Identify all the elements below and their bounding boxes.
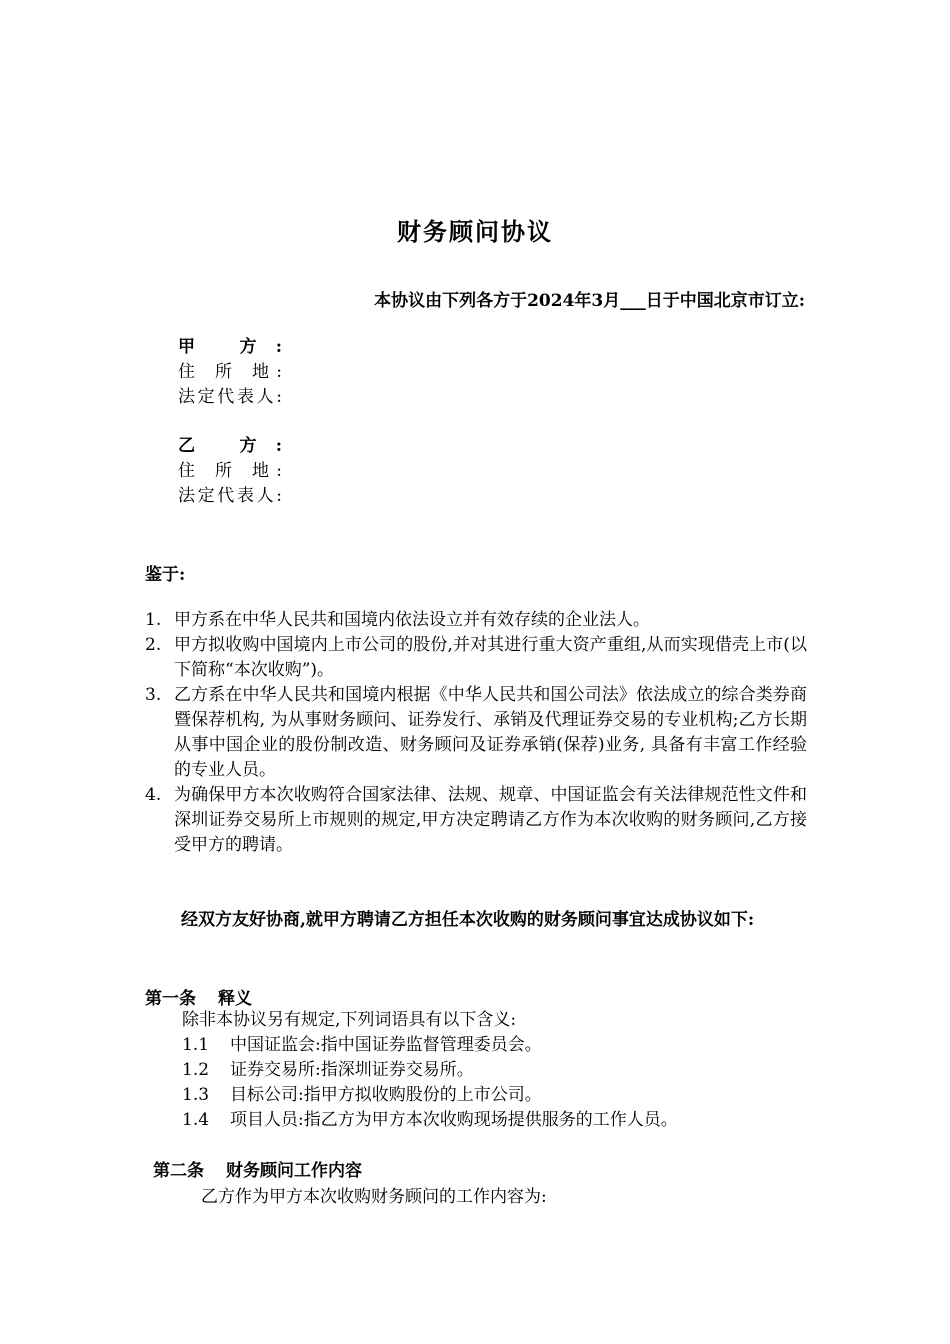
party-b-rep-label: 法定代表人: [178,486,282,506]
definition-number: 1.4 [182,1110,210,1130]
recital-number: 1. [145,610,162,630]
recital-number: 2. [145,635,162,655]
party-b-address-label: 住 所 地: [178,461,282,481]
definition-number: 1.2 [182,1060,210,1080]
recital-text: 甲方拟收购中国境内上市公司的股份,并对其进行重大资产重组,从而实现借壳上市(以下简称“本次收购”)。 [174,635,807,680]
recital-item [145,683,807,783]
recital-item [145,633,807,683]
party-a-address-row [178,360,282,385]
party-a-rep-row [178,385,282,410]
definition-number: 1.3 [182,1085,210,1105]
definition-item [182,1033,678,1058]
definition-item [182,1108,678,1133]
recital-text: 为确保甲方本次收购符合国家法律、法规、规章、中国证监会有关法律规范性文件和深圳证券交易所上市规则的规定,甲方决定聘请乙方作为本次收购的财务顾问,乙方接受甲方的聘请。 [174,785,807,855]
definition-text: 中国证监会:指中国证券监督管理委员会。 [230,1035,542,1055]
recital-number: 4. [145,785,162,805]
article-1-number: 第一条 [145,989,196,1009]
article-2-number: 第二条 [153,1161,204,1181]
recital-text: 乙方系在中华人民共和国境内根据《中华人民共和国公司法》依法成立的综合类券商暨保荐机构, 为从事财务顾问、证券发行、承销及代理证券交易的专业机构;乙方长期从事中国企业的股份制改造、财务顾问及证券承销(保荐)业务, 具备有丰富工作经验的专业人员。 [174,685,807,780]
definition-number: 1.1 [182,1035,210,1055]
article-2-title: 财务顾问工作内容 [226,1161,362,1181]
definition-text: 目标公司:指甲方拟收购股份的上市公司。 [230,1085,542,1105]
article-2-lead: 乙方作为甲方本次收购财务顾问的工作内容为: [201,1187,547,1207]
recital-item [145,608,807,633]
agreement-statement: 经双方友好协商,就甲方聘请乙方担任本次收购的财务顾问事宜达成协议如下: [181,910,755,930]
definition-item [182,1058,678,1083]
document-title: 财务顾问协议 [397,217,553,246]
party-b-block [178,434,282,509]
party-a-row [178,335,282,360]
recital-number: 3. [145,685,162,705]
recital-item [145,783,807,858]
party-a-address-label: 住 所 地: [178,362,282,382]
party-a-block [178,335,282,410]
party-b-label: 乙 方: [178,436,282,456]
definition-item [182,1083,678,1108]
recitals-list [145,608,807,858]
article-1-title: 释义 [218,989,252,1009]
party-a-rep-label: 法定代表人: [178,387,282,407]
definition-text: 证券交易所:指深圳证券交易所。 [230,1060,474,1080]
party-b-rep-row [178,484,282,509]
agreement-intro: 本协议由下列各方于2024年3月___日于中国北京市订立: [374,291,805,311]
party-b-address-row [178,459,282,484]
article-1-lead: 除非本协议另有规定,下列词语具有以下含义: [182,1010,517,1030]
party-b-row [178,434,282,459]
recital-text: 甲方系在中华人民共和国境内依法设立并有效存续的企业法人。 [174,610,650,630]
definition-text: 项目人员:指乙方为甲方本次收购现场提供服务的工作人员。 [230,1110,678,1130]
article-1-body [182,1008,678,1133]
party-a-label: 甲 方: [178,337,282,357]
article-1-heading [145,984,252,1009]
recitals-heading: 鉴于: [145,565,186,585]
article-2-heading [153,1156,362,1181]
